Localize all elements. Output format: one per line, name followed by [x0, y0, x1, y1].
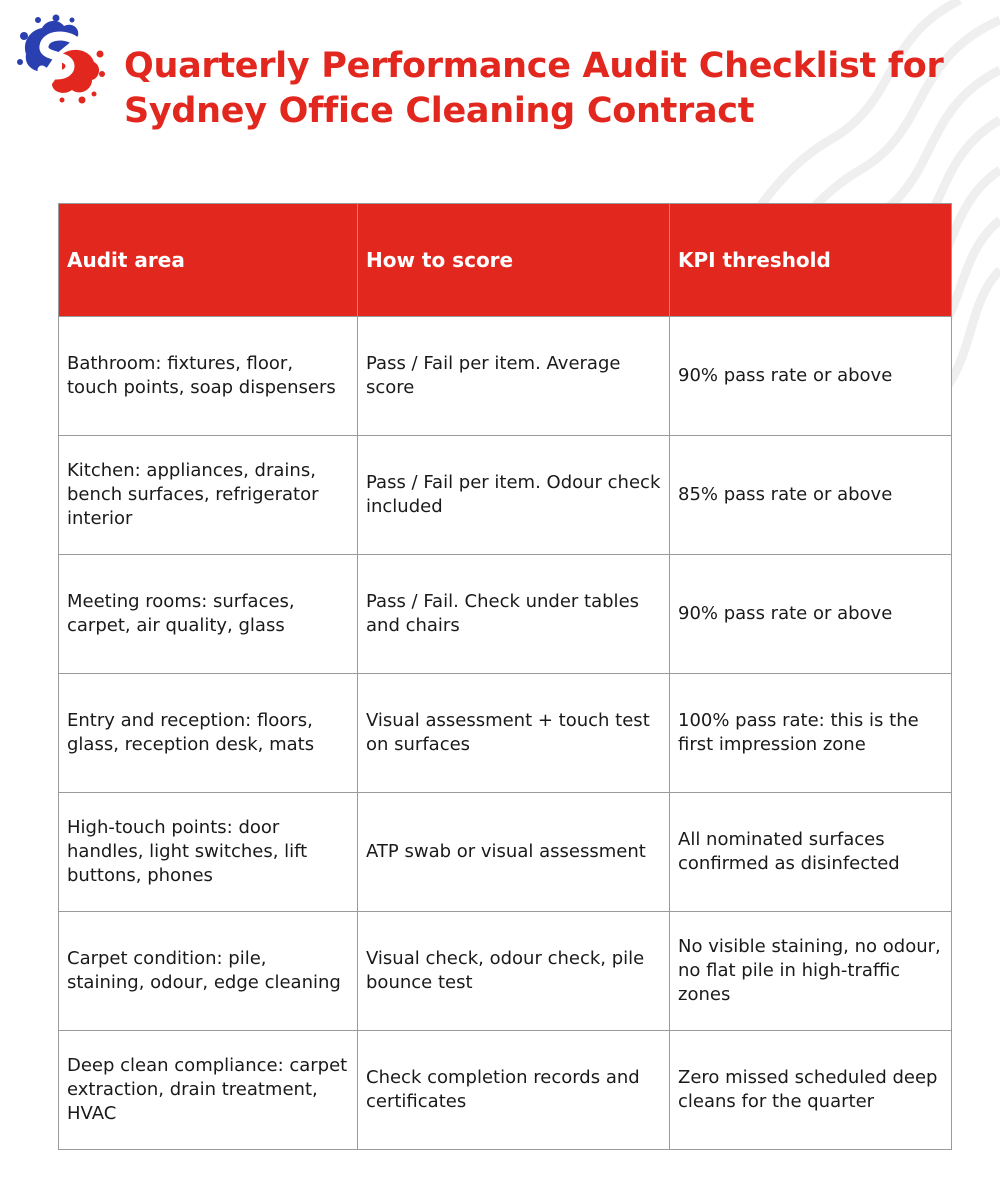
audit-area-cell: Meeting rooms: surfaces, carpet, air quality, glass — [59, 555, 358, 674]
kpi-threshold-cell: 85% pass rate or above — [670, 436, 952, 555]
table-row — [59, 674, 952, 793]
table-row — [59, 555, 952, 674]
kpi-threshold-cell: 90% pass rate or above — [670, 317, 952, 436]
table-row — [59, 912, 952, 1031]
kpi-threshold-cell: All nominated surfaces confirmed as disinfected — [670, 793, 952, 912]
table-row — [59, 317, 952, 436]
column-header-audit-area: Audit area — [59, 204, 358, 317]
kpi-threshold-cell: 100% pass rate: this is the first impression zone — [670, 674, 952, 793]
column-header-how-to-score: How to score — [358, 204, 670, 317]
audit-area-cell: Bathroom: fixtures, floor, touch points, soap dispensers — [59, 317, 358, 436]
kpi-threshold-cell: 90% pass rate or above — [670, 555, 952, 674]
audit-area-cell: Kitchen: appliances, drains, bench surfaces, refrigerator interior — [59, 436, 358, 555]
table-header-row — [59, 204, 952, 317]
audit-area-cell: Entry and reception: floors, glass, reception desk, mats — [59, 674, 358, 793]
how-to-score-cell: Pass / Fail per item. Average score — [358, 317, 670, 436]
how-to-score-cell: ATP swab or visual assessment — [358, 793, 670, 912]
audit-area-cell: Carpet condition: pile, staining, odour, edge cleaning — [59, 912, 358, 1031]
column-header-kpi-threshold: KPI threshold — [670, 204, 952, 317]
audit-area-cell: High-touch points: door handles, light switches, lift buttons, phones — [59, 793, 358, 912]
kpi-threshold-cell: Zero missed scheduled deep cleans for the quarter — [670, 1031, 952, 1150]
splash-s-logo-icon — [16, 14, 106, 104]
how-to-score-cell: Visual assessment + touch test on surfaces — [358, 674, 670, 793]
kpi-threshold-cell: No visible staining, no odour, no flat pile in high-traffic zones — [670, 912, 952, 1031]
page-title: Quarterly Performance Audit Checklist for Sydney Office Cleaning Contract — [124, 46, 944, 131]
audit-checklist-table — [58, 203, 952, 1150]
table-row — [59, 436, 952, 555]
audit-area-cell: Deep clean compliance: carpet extraction, drain treatment, HVAC — [59, 1031, 358, 1150]
how-to-score-cell: Pass / Fail per item. Odour check included — [358, 436, 670, 555]
table-row — [59, 1031, 952, 1150]
how-to-score-cell: Check completion records and certificates — [358, 1031, 670, 1150]
table-row — [59, 793, 952, 912]
how-to-score-cell: Visual check, odour check, pile bounce test — [358, 912, 670, 1031]
how-to-score-cell: Pass / Fail. Check under tables and chairs — [358, 555, 670, 674]
